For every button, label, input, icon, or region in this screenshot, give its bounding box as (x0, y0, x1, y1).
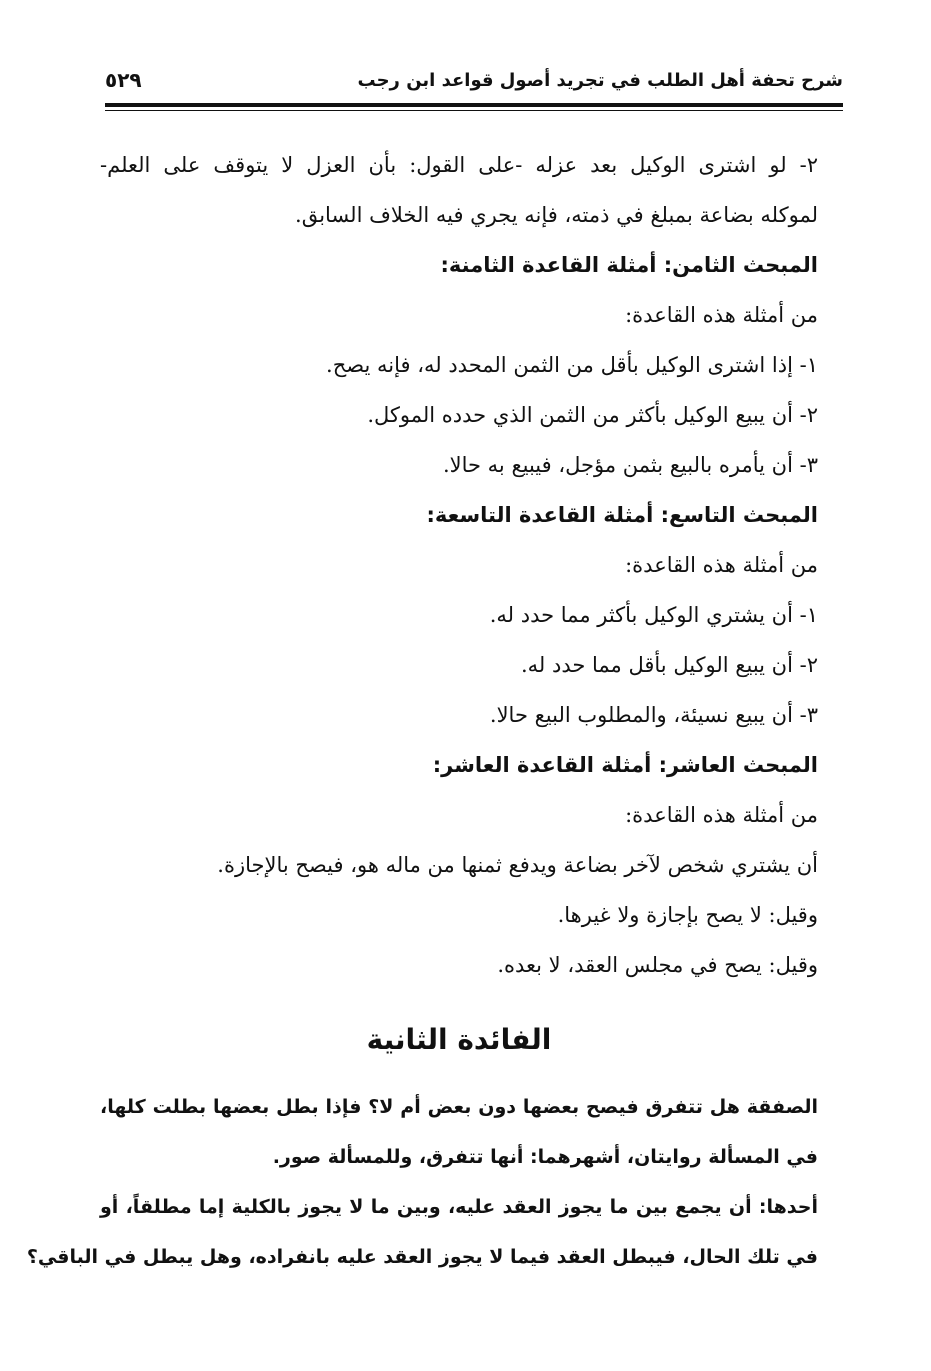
header-rule-thin (105, 110, 843, 111)
subsection-heading: المبحث التاسع: أمثلة القاعدة التاسعة: (426, 503, 818, 527)
paragraph-line: من أمثلة هذه القاعدة: (625, 553, 818, 577)
subsection-heading: المبحث الثامن: أمثلة القاعدة الثامنة: (440, 253, 818, 277)
header-rule-thick (105, 103, 843, 107)
list-item: ٣- أن يبيع نسيئة، والمطلوب البيع حالا. (489, 703, 818, 727)
paragraph-line: من أمثلة هذه القاعدة: (625, 303, 818, 327)
book-title: شرح تحفة أهل الطلب في تجريد أصول قواعد ابن رجب (357, 70, 843, 91)
paragraph-line: أن يشتري شخص لآخر بضاعة ويدفع ثمنها من ماله هو، فيصح بالإجازة. (217, 853, 818, 877)
paragraph-line: من أمثلة هذه القاعدة: (625, 803, 818, 827)
paragraph-line: وقيل: لا يصح بإجازة ولا غيرها. (557, 903, 818, 927)
paragraph-line: وقيل: يصح في مجلس العقد، لا بعده. (497, 953, 818, 977)
page-number: ٥٢٩ (105, 68, 142, 92)
list-item: ١- إذا اشترى الوكيل بأقل من الثمن المحدد له، فإنه يصح. (326, 353, 818, 377)
paragraph-line: في تلك الحال، فيبطل العقد فيما لا يجوز العقد عليه بانفراده، وهل يبطل في الباقي؟ (26, 1246, 818, 1268)
list-item: ١- أن يشتري الوكيل بأكثر مما حدد له. (489, 603, 818, 627)
subsection-heading: المبحث العاشر: أمثلة القاعدة العاشر: (432, 753, 818, 777)
section-title: الفائدة الثانية (366, 1023, 552, 1056)
page-body (26, 140, 818, 1282)
paragraph-line: ٢- لو اشترى الوكيل بعد عزله -على القول: بأن العزل لا يتوقف على العلم- (100, 153, 818, 177)
list-item: ٢- أن يبيع الوكيل بأكثر من الثمن الذي حدده الموكل. (367, 403, 818, 427)
running-header (105, 66, 843, 102)
paragraph-line: أحدها: أن يجمع بين ما يجوز العقد عليه، وبين ما لا يجوز بالكلية إما مطلقاً، أو (100, 1196, 818, 1218)
list-item: ٣- أن يأمره بالبيع بثمن مؤجل، فيبيع به حالا. (442, 453, 818, 477)
paragraph-line: في المسألة روايتان، أشهرهما: أنها تتفرق، وللمسألة صور. (272, 1146, 818, 1168)
paragraph-line: الصفقة هل تتفرق فيصح بعضها دون بعض أم لا؟ فإذا بطل بعضها بطلت كلها، (100, 1096, 818, 1118)
paragraph-line: لموكله بضاعة بمبلغ في ذمته، فإنه يجري فيه الخلاف السابق. (295, 203, 818, 227)
list-item: ٢- أن يبيع الوكيل بأقل مما حدد له. (520, 653, 818, 677)
